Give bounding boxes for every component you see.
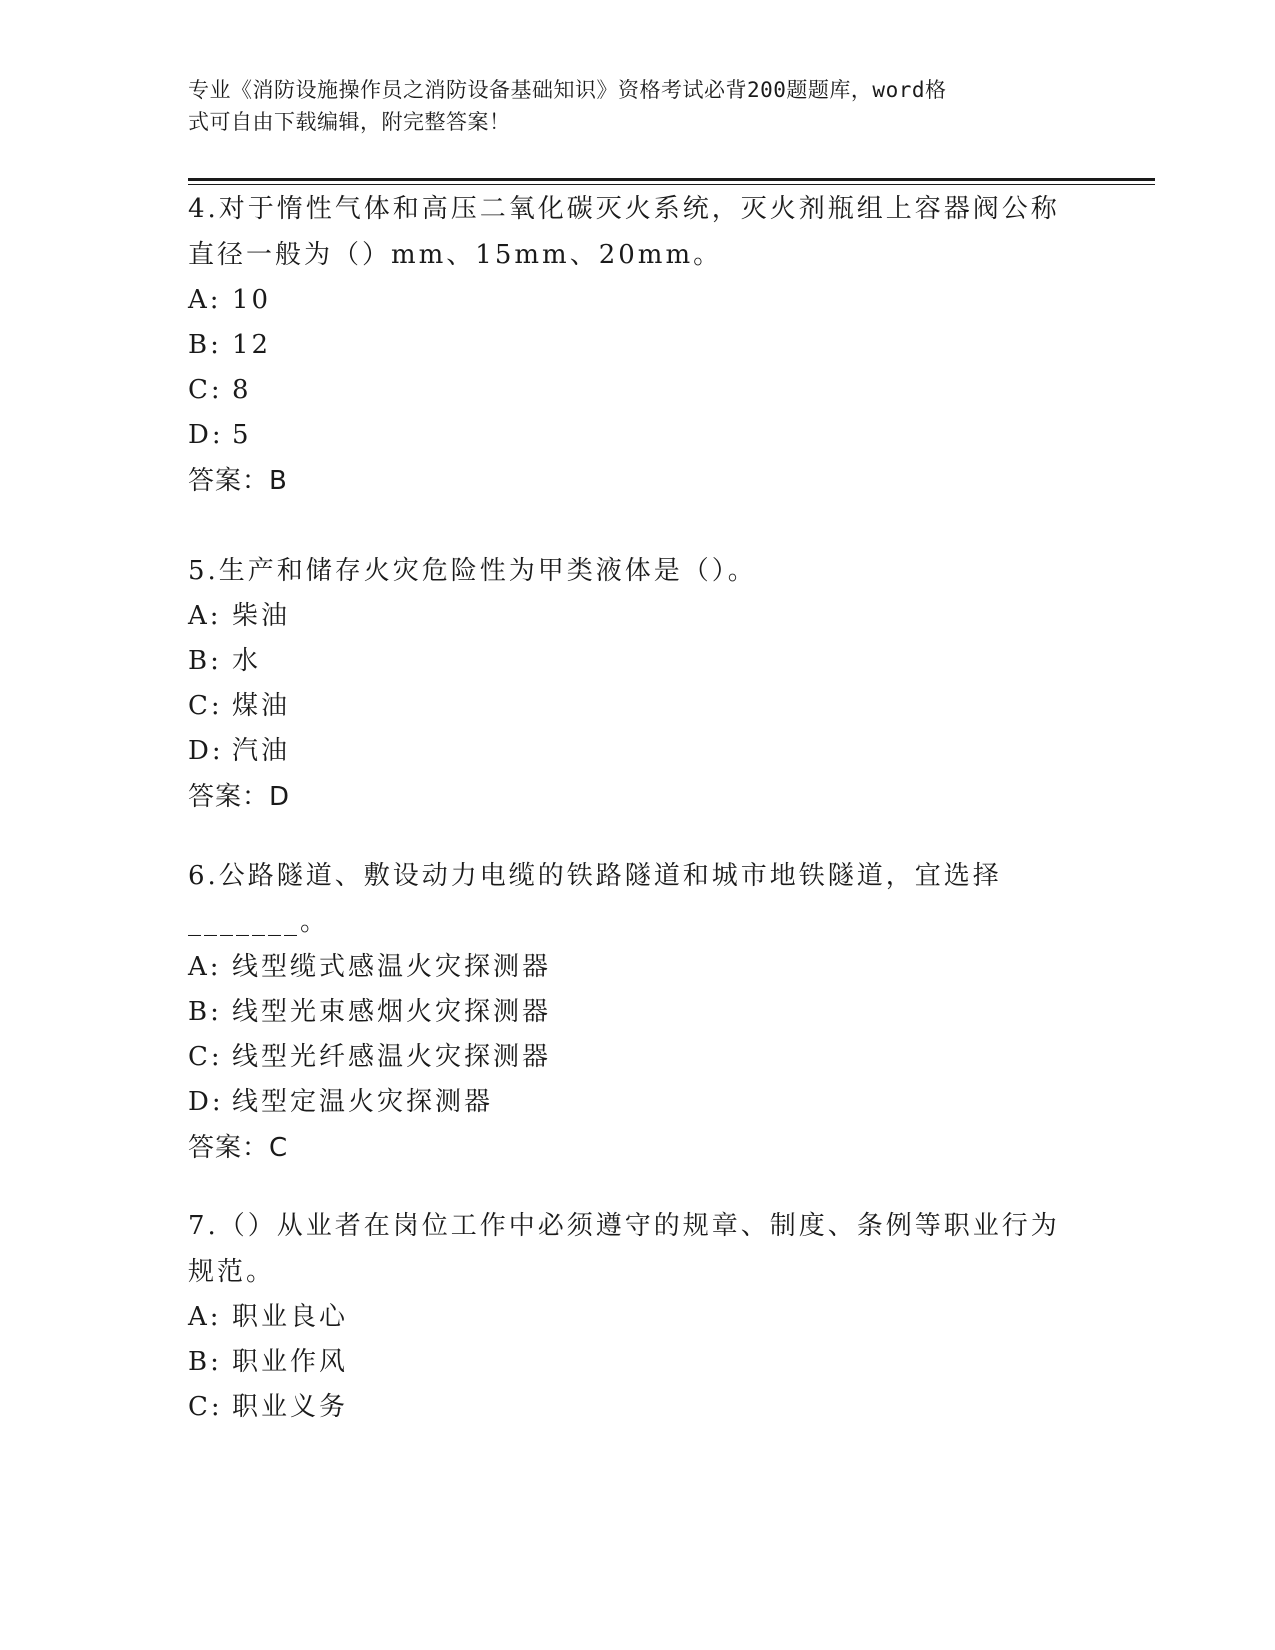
- option-key: A:: [188, 1302, 222, 1332]
- option-key: D:: [188, 736, 224, 766]
- option-text: 12: [232, 330, 272, 360]
- option-key: B:: [188, 646, 222, 676]
- option-text: 职业义务: [232, 1392, 349, 1422]
- option-a: [188, 594, 1088, 639]
- question-7: [188, 1203, 1088, 1430]
- answer-line: 答案：C: [188, 1133, 289, 1163]
- option-c: [188, 1035, 1088, 1080]
- answer-line: 答案：D: [188, 782, 291, 812]
- option-key: C:: [188, 1042, 223, 1072]
- header-divider-thin: [188, 184, 1155, 185]
- option-a: [188, 278, 1088, 323]
- option-key: D:: [188, 420, 224, 450]
- option-d: [188, 1080, 1088, 1125]
- option-d: [188, 413, 1088, 458]
- option-b: [188, 323, 1088, 368]
- option-a: [188, 945, 1088, 990]
- option-key: B:: [188, 997, 222, 1027]
- document-header: [188, 74, 1068, 138]
- option-a: [188, 1295, 1088, 1340]
- option-c: [188, 368, 1088, 413]
- option-key: D:: [188, 1087, 224, 1117]
- option-text: 柴油: [232, 601, 291, 631]
- option-text: 水: [232, 646, 262, 676]
- option-key: C:: [188, 375, 223, 405]
- option-text: 线型光束感烟火灾探测器: [232, 997, 552, 1027]
- option-c: [188, 684, 1088, 729]
- option-d: [188, 729, 1088, 774]
- option-text: 线型定温火灾探测器: [232, 1087, 494, 1117]
- option-text: 汽油: [232, 736, 291, 766]
- option-text: 5: [232, 420, 252, 450]
- option-text: 10: [232, 285, 272, 315]
- question-stem-line-1: 6.公路隧道、敷设动力电缆的铁路隧道和城市地铁隧道，宜选择: [188, 861, 1002, 891]
- question-stem-line-2: 规范。: [188, 1257, 276, 1287]
- option-key: C:: [188, 1392, 223, 1422]
- header-line-1: 专业《消防设施操作员之消防设备基础知识》资格考试必背200题题库，word格: [188, 78, 947, 102]
- option-b: [188, 990, 1088, 1035]
- question-stem-line-2: 直径一般为（）mm、15mm、20mm。: [188, 240, 723, 270]
- question-6: [188, 853, 1088, 1171]
- header-divider-thick: [188, 178, 1155, 181]
- option-key: C:: [188, 691, 223, 721]
- option-key: A:: [188, 952, 222, 982]
- option-text: 线型缆式感温火灾探测器: [232, 952, 552, 982]
- option-text: 8: [232, 375, 252, 405]
- option-text: 煤油: [232, 691, 291, 721]
- question-stem-line-1: 4.对于惰性气体和高压二氧化碳灭火系统，灭火剂瓶组上容器阀公称: [188, 194, 1060, 224]
- option-text: 职业良心: [232, 1302, 349, 1332]
- option-key: A:: [188, 285, 222, 315]
- option-text: 线型光纤感温火灾探测器: [232, 1042, 552, 1072]
- question-stem-line-2: _______。: [188, 907, 330, 937]
- header-line-2: 式可自由下载编辑，附完整答案！: [188, 110, 511, 134]
- option-c: [188, 1385, 1088, 1430]
- question-4: [188, 186, 1088, 504]
- option-key: B:: [188, 1347, 222, 1377]
- option-key: B:: [188, 330, 222, 360]
- question-stem-line-1: 5.生产和储存火灾危险性为甲类液体是（）。: [188, 556, 757, 586]
- option-b: [188, 639, 1088, 684]
- option-key: A:: [188, 601, 222, 631]
- question-5: [188, 548, 1088, 820]
- answer-line: 答案：B: [188, 466, 288, 496]
- option-text: 职业作风: [232, 1347, 349, 1377]
- question-stem-line-1: 7.（）从业者在岗位工作中必须遵守的规章、制度、条例等职业行为: [188, 1211, 1060, 1241]
- option-b: [188, 1340, 1088, 1385]
